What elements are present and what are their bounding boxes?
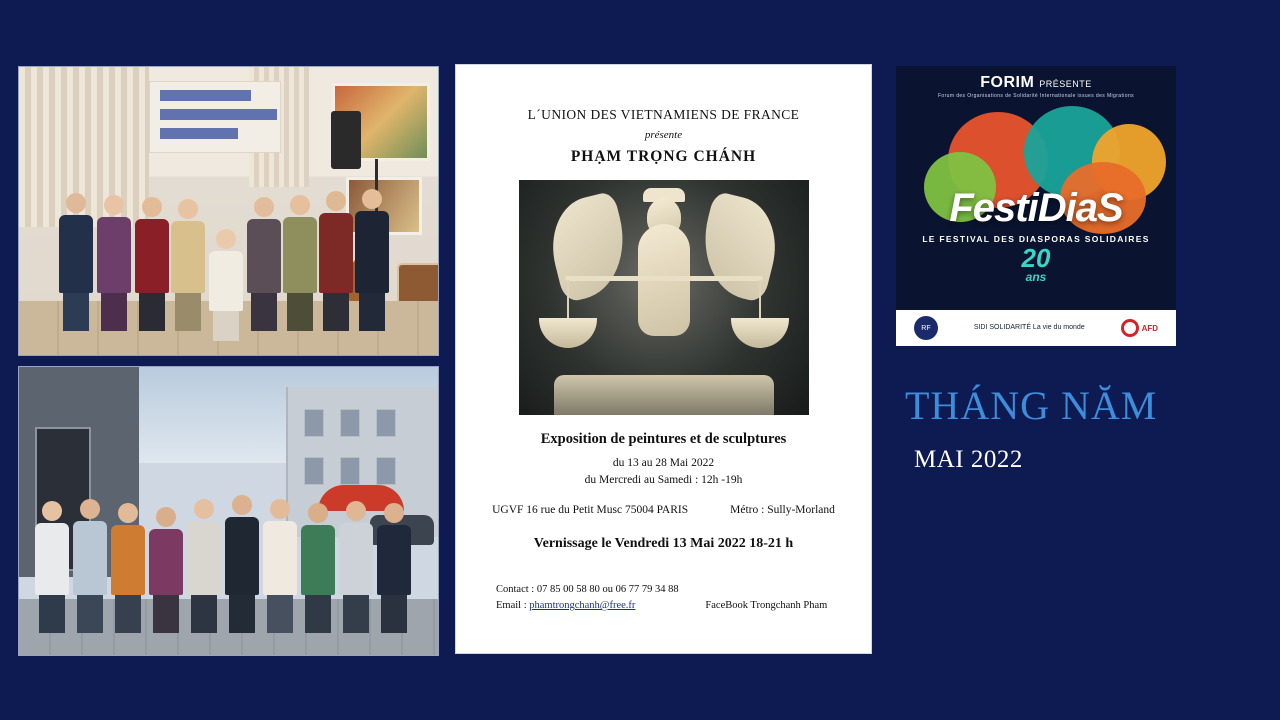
group-photo-street	[18, 366, 439, 656]
flyer-facebook: FaceBook Trongchanh Pham	[705, 600, 828, 612]
partner-logos	[896, 310, 1176, 346]
flyer-contact-phone: Contact : 07 85 00 58 80 ou 06 77 79 34 88	[496, 584, 679, 596]
street-photo-content	[19, 367, 438, 655]
flyer-opening-days: du Mercredi au Samedi : 12h -19h	[584, 473, 743, 486]
scale-chain-right	[759, 280, 761, 320]
flyer-metro: Métro : Sully-Morland	[730, 504, 835, 517]
person	[319, 191, 353, 331]
flyer-email-label: Email :	[496, 600, 527, 612]
sculpture-base	[554, 375, 774, 415]
wall-banner	[149, 81, 281, 153]
flyer-vernissage: Vernissage le Vendredi 13 Mai 2022 18-21 h	[533, 536, 794, 552]
person	[59, 193, 93, 331]
person-seated	[209, 229, 243, 341]
afd-mark-icon	[1121, 319, 1139, 337]
anniversary-number: 20	[1021, 243, 1051, 273]
ministry-logo: RF	[914, 316, 938, 340]
person	[97, 195, 131, 331]
person	[355, 189, 389, 331]
sidi-logo: SIDI SOLIDARITÉ La vie du monde	[973, 324, 1085, 332]
forim-label: FORIM	[980, 74, 1035, 91]
flyer-dates	[456, 455, 871, 488]
person	[111, 503, 145, 633]
wing-right-icon	[691, 191, 787, 304]
flyer-date-range: du 13 au 28 Mai 2022	[612, 457, 715, 469]
flyer-presente: présente	[644, 129, 683, 141]
group-photo-indoor	[18, 66, 439, 356]
person	[225, 495, 259, 633]
flyer-exhibition-title: Exposition de peintures et de sculptures	[540, 431, 787, 447]
exhibition-flyer	[455, 64, 872, 654]
winged-figure	[604, 190, 724, 380]
anniversary-badge	[896, 243, 1176, 284]
flyer-organisation: L´UNION DES VIETNAMIENS DE FRANCE	[527, 107, 800, 122]
scale-beam	[565, 276, 763, 281]
caption-month-vietnamese: THÁNG NĂM	[905, 383, 1158, 428]
festidias-tagline: LE FESTIVAL DES DIASPORAS SOLIDAIRES	[922, 234, 1150, 244]
festidias-title: FestiDiaS	[949, 186, 1123, 230]
afd-logo	[1121, 319, 1158, 337]
festidias-poster	[896, 66, 1176, 346]
person	[73, 499, 107, 633]
afd-label: AFD	[1141, 323, 1159, 333]
person	[187, 499, 221, 633]
speaker-icon	[331, 111, 361, 169]
caption-month-french: MAI 2022	[914, 446, 1023, 473]
flyer-artist-name: PHẠM TRỌNG CHÁNH	[570, 148, 757, 165]
flyer-contact-block	[456, 582, 871, 614]
person	[135, 197, 169, 331]
forim-subtitle: Forum des Organisations de Solidarité Internationale issues des Migrations	[937, 93, 1135, 99]
sculpture-photo	[519, 180, 809, 415]
flyer-address: UGVF 16 rue du Petit Musc 75004 PARIS	[492, 504, 689, 517]
person	[377, 503, 411, 633]
person	[247, 197, 281, 331]
person	[35, 501, 69, 633]
person	[149, 507, 183, 633]
person	[283, 195, 317, 331]
flyer-address-row	[456, 504, 871, 516]
person	[171, 199, 205, 331]
person	[263, 499, 297, 633]
scale-pan-right	[731, 318, 789, 348]
person	[301, 503, 335, 633]
scale-pan-left	[539, 318, 597, 348]
person	[339, 501, 373, 633]
wing-left-icon	[541, 191, 637, 304]
flyer-email-link[interactable]: phamtrongchanh@free.fr	[529, 600, 636, 612]
scale-chain-left	[567, 280, 569, 320]
forim-presente: PRÉSENTE	[1039, 79, 1092, 89]
forim-logo	[896, 74, 1176, 99]
indoor-photo-content	[19, 67, 438, 355]
anniversary-label: ans	[1025, 270, 1047, 284]
